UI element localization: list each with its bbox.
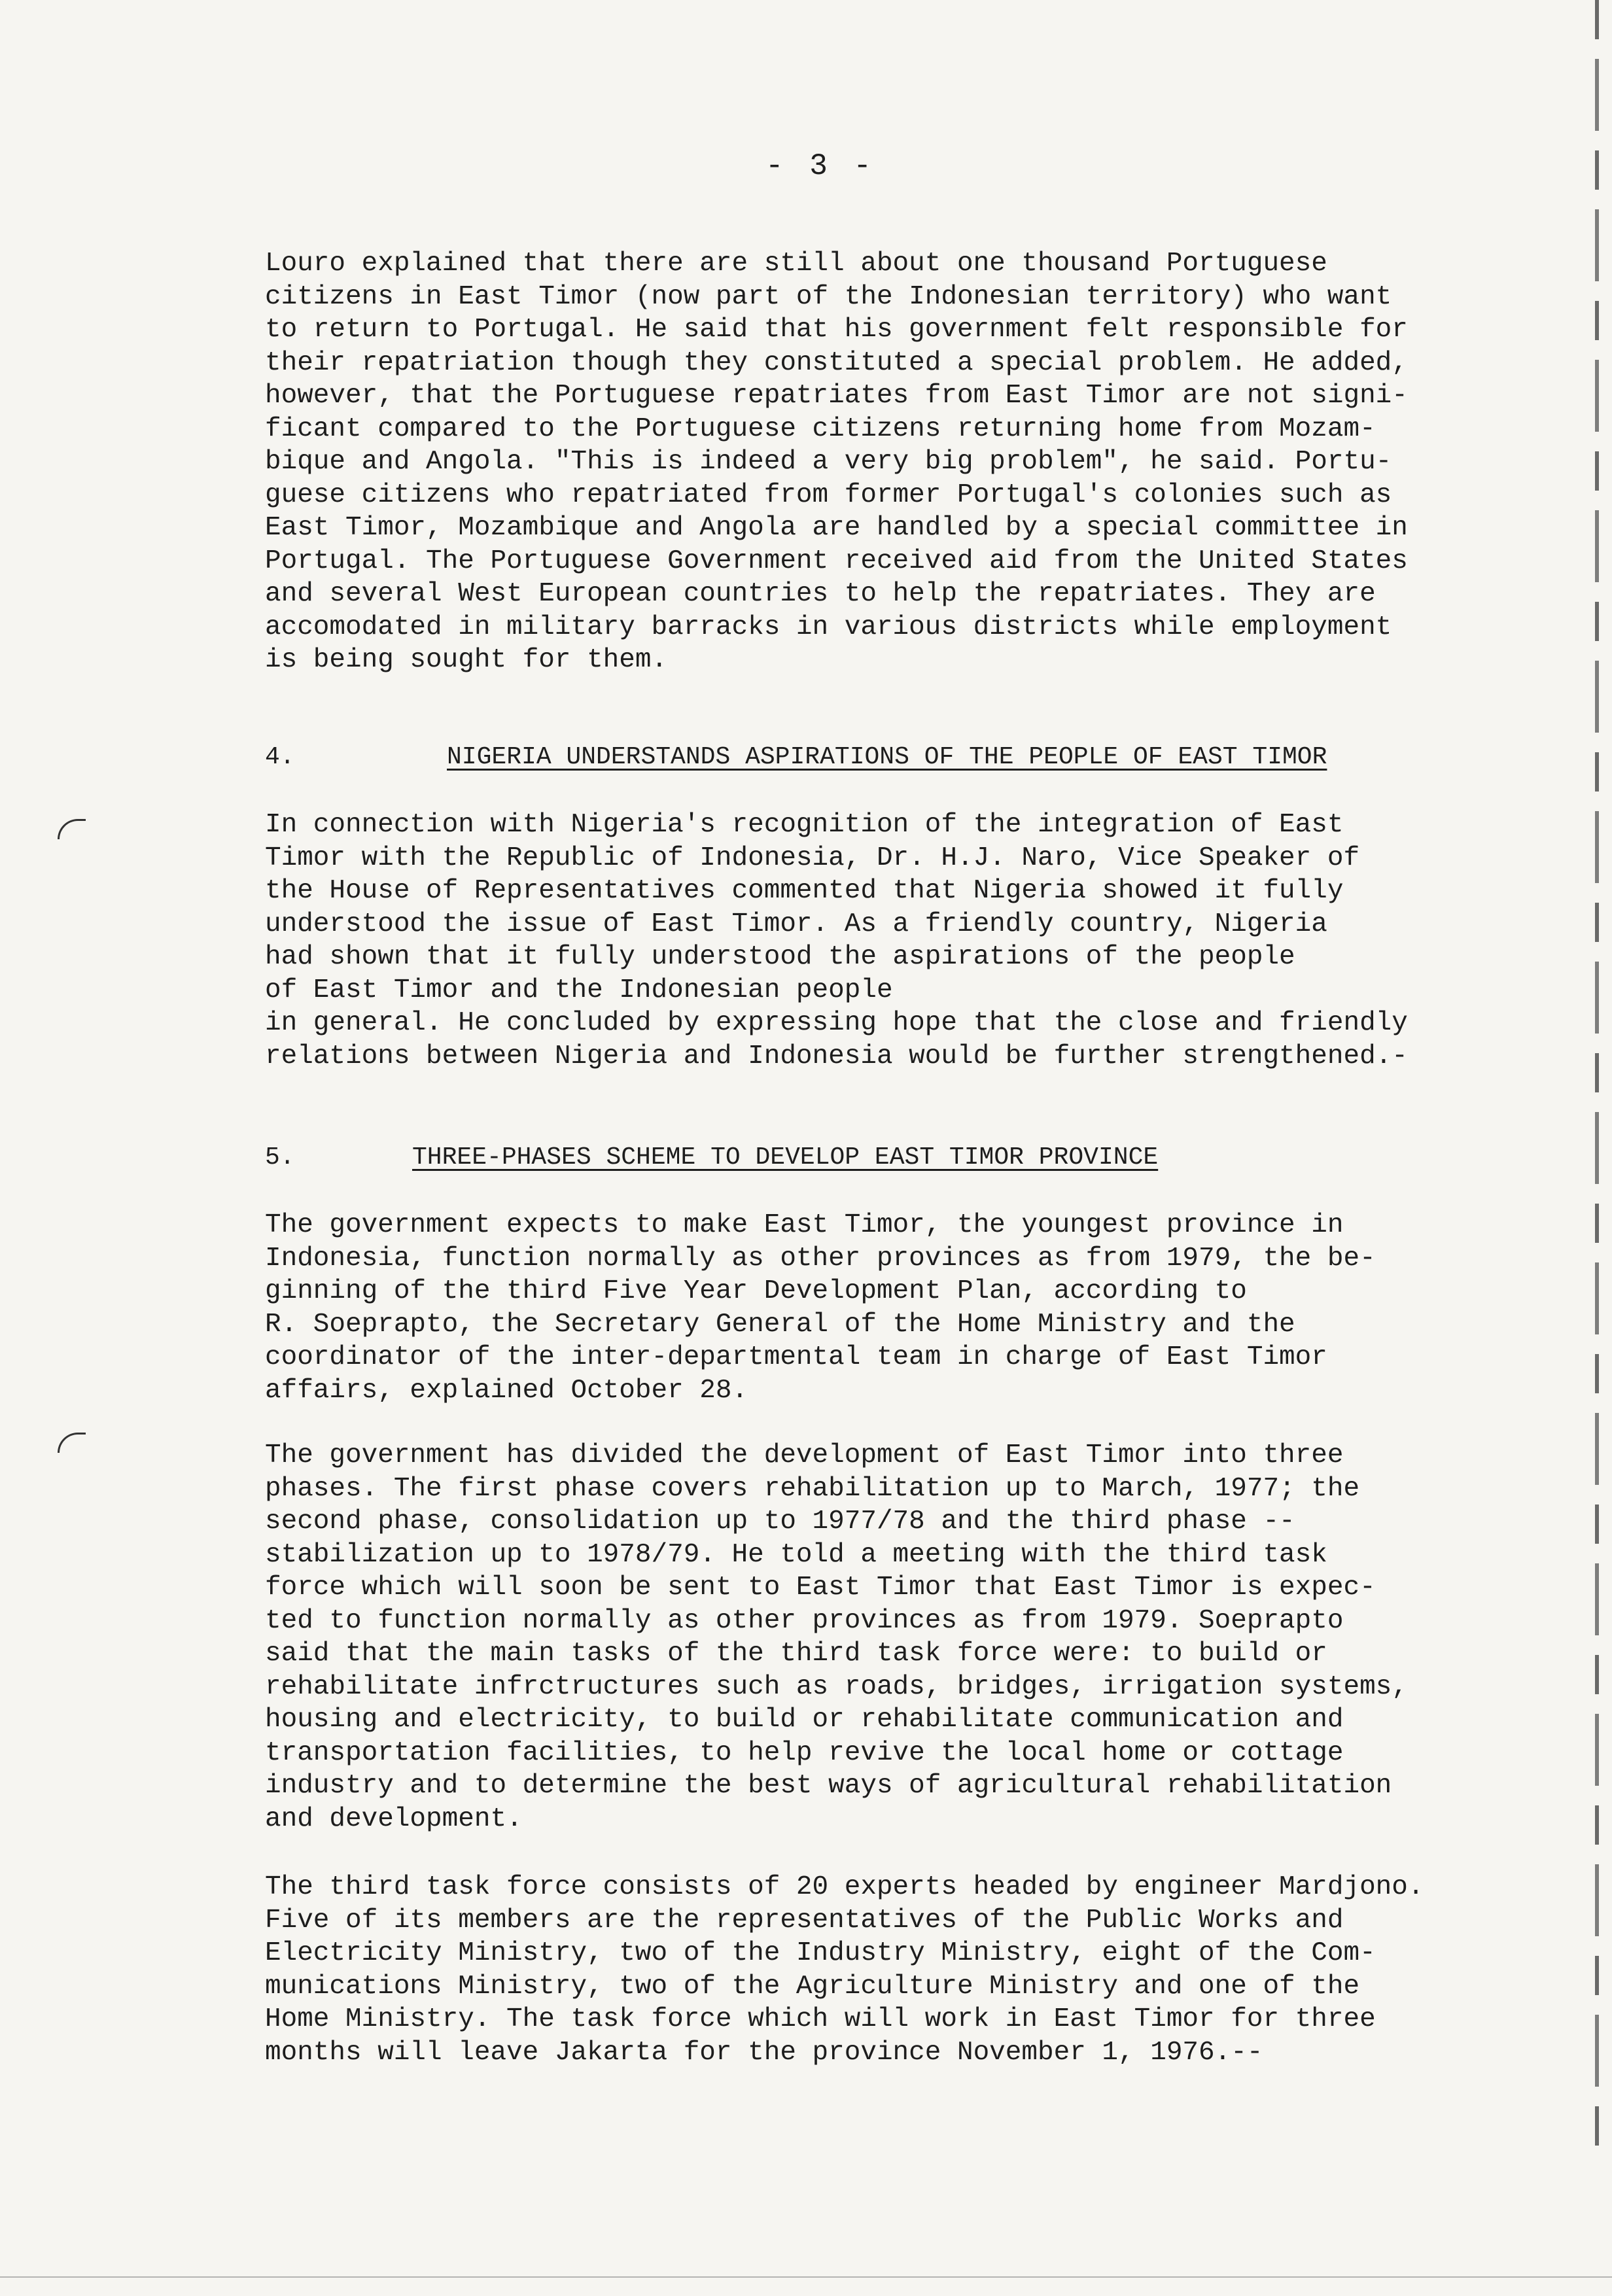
- text-line: rehabilitate infrctructures such as roads, bridges, irrigation systems,: [265, 1671, 1408, 1702]
- text-line: In connection with Nigeria's recognition of the integration of East: [265, 810, 1344, 840]
- margin-mark: [58, 1433, 86, 1453]
- text-line: in general. He concluded by expressing hope that the close and friendly: [265, 1008, 1408, 1038]
- text-line: had shown that it fully understood the aspirations of the people: [265, 942, 1295, 972]
- text-line: accomodated in military barracks in various districts while employment: [265, 612, 1392, 642]
- text-line: ted to function normally as other provinces as from 1979. Soeprapto: [265, 1605, 1344, 1636]
- text-line: relations between Nigeria and Indonesia would be further strengthened.-: [265, 1041, 1408, 1071]
- text-line: phases. The first phase covers rehabilitation up to March, 1977; the: [265, 1473, 1360, 1504]
- page-number: - 3 -: [765, 149, 876, 183]
- paragraph-scheme-intro: [265, 1209, 1456, 1407]
- text-line: Indonesia, function normally as other provinces as from 1979, the be-: [265, 1243, 1376, 1274]
- text-line: the House of Representatives commented that Nigeria showed it fully: [265, 876, 1344, 906]
- text-line: industry and to determine the best ways of agricultural rehabilitation: [265, 1771, 1392, 1801]
- text-line: to return to Portugal. He said that his government felt responsible for: [265, 315, 1408, 345]
- text-line: and development.: [265, 1803, 523, 1834]
- scan-bottom-rule: [0, 2276, 1612, 2278]
- text-line: of East Timor and the Indonesian people: [265, 975, 893, 1005]
- paragraph-nigeria: [265, 809, 1456, 1073]
- text-line: guese citizens who repatriated from former Portugal's colonies such as: [265, 479, 1392, 510]
- paragraph-phases: [265, 1439, 1456, 1835]
- text-line: understood the issue of East Timor. As a friendly country, Nigeria: [265, 909, 1327, 939]
- text-line: months will leave Jakarta for the province November 1, 1976.--: [265, 2037, 1263, 2068]
- text-line: transportation facilities, to help revive the local home or cottage: [265, 1737, 1344, 1768]
- text-line: R. Soeprapto, the Secretary General of the Home Ministry and the: [265, 1309, 1295, 1340]
- text-line: bique and Angola. "This is indeed a very big problem", he said. Portu-: [265, 447, 1392, 477]
- text-line: housing and electricity, to build or rehabilitate communication and: [265, 1705, 1344, 1735]
- paragraph-repatriation: [265, 247, 1456, 677]
- text-line: Five of its members are the representatives of the Public Works and: [265, 1905, 1344, 1936]
- text-line: said that the main tasks of the third task force were: to build or: [265, 1639, 1327, 1669]
- text-line: stabilization up to 1978/79. He told a meeting with the third task: [265, 1539, 1327, 1570]
- text-line: second phase, consolidation up to 1977/78 and the third phase --: [265, 1506, 1295, 1537]
- text-line: and several West European countries to help the repatriates. They are: [265, 579, 1376, 609]
- text-line: affairs, explained October 28.: [265, 1375, 748, 1406]
- text-line: ginning of the third Five Year Development Plan, according to: [265, 1276, 1247, 1306]
- text-line: The government has divided the development of East Timor into three: [265, 1440, 1344, 1470]
- section-number: 4.: [265, 743, 295, 771]
- text-line: Electricity Ministry, two of the Industry Ministry, eight of the Com-: [265, 1938, 1376, 1968]
- text-line: is being sought for them.: [265, 645, 668, 675]
- paragraph-task-force: [265, 1871, 1456, 2069]
- text-line: Portugal. The Portuguese Government received aid from the United States: [265, 546, 1408, 576]
- text-line: The government expects to make East Timor, the youngest province in: [265, 1210, 1344, 1240]
- text-line: ficant compared to the Portuguese citizens returning home from Mozam-: [265, 413, 1376, 444]
- text-line: Timor with the Republic of Indonesia, Dr. H.J. Naro, Vice Speaker of: [265, 843, 1360, 873]
- text-line: their repatriation though they constituted a special problem. He added,: [265, 347, 1408, 378]
- text-line: force which will soon be sent to East Timor that East Timor is expec-: [265, 1573, 1376, 1603]
- section-number: 5.: [265, 1143, 295, 1172]
- text-line: citizens in East Timor (now part of the Indonesian territory) who want: [265, 281, 1392, 312]
- scan-edge-shadow: [1595, 0, 1599, 2159]
- text-line: The third task force consists of 20 experts headed by engineer Mardjono.: [265, 1872, 1424, 1902]
- section-title: NIGERIA UNDERSTANDS ASPIRATIONS OF THE PEOPLE OF EAST TIMOR: [447, 743, 1327, 771]
- section-title: THREE-PHASES SCHEME TO DEVELOP EAST TIMOR PROVINCE: [412, 1143, 1159, 1172]
- text-line: coordinator of the inter-departmental team in charge of East Timor: [265, 1342, 1327, 1372]
- text-line: however, that the Portuguese repatriates from East Timor are not signi-: [265, 381, 1408, 411]
- text-line: Home Ministry. The task force which will work in East Timor for three: [265, 2004, 1376, 2034]
- margin-mark: [58, 819, 86, 839]
- text-line: Louro explained that there are still about one thousand Portuguese: [265, 249, 1327, 279]
- text-line: East Timor, Mozambique and Angola are handled by a special committee in: [265, 513, 1408, 543]
- text-line: munications Ministry, two of the Agriculture Ministry and one of the: [265, 1971, 1360, 2002]
